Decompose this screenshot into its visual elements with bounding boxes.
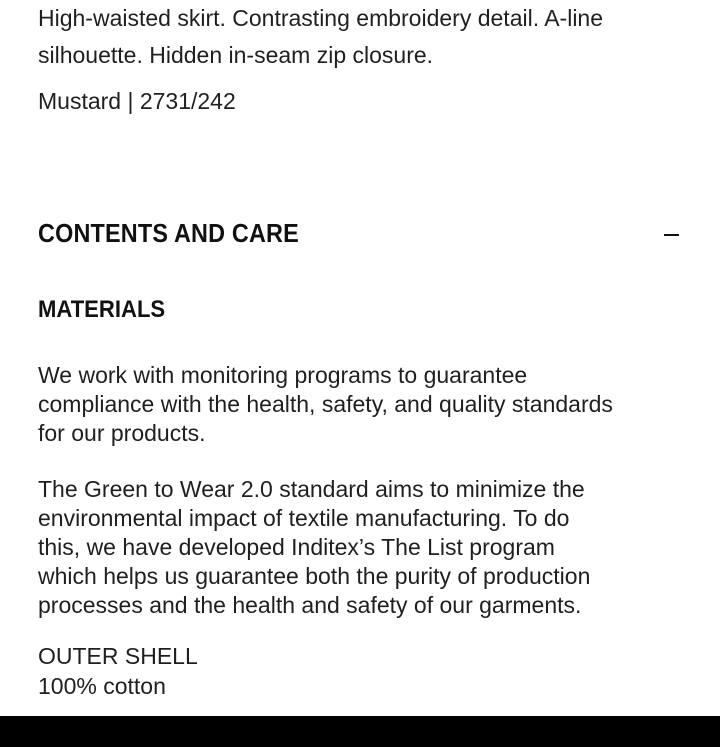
paragraph-line: which helps us guarantee both the purity of production <box>38 563 591 589</box>
paragraph-line: compliance with the health, safety, and quality standards <box>38 391 613 417</box>
paragraph-line: this, we have developed Inditex’s The List program <box>38 534 555 560</box>
paragraph-line: We work with monitoring programs to guarantee <box>38 362 528 388</box>
product-description <box>38 0 698 74</box>
color-reference: Mustard | 2731/242 <box>38 88 236 114</box>
contents-and-care-header[interactable] <box>0 214 720 258</box>
composition-block <box>38 641 198 701</box>
composition-value: 100% cotton <box>38 673 166 699</box>
section-title: CONTENTS AND CARE <box>38 218 299 248</box>
description-line: High-waisted skirt. Contrasting embroidery detail. A-line <box>38 5 604 31</box>
paragraph-line: for our products. <box>38 420 206 446</box>
paragraph-line: processes and the health and safety of our garments. <box>38 592 582 618</box>
monitoring-paragraph <box>38 361 688 448</box>
green-to-wear-paragraph <box>38 475 688 620</box>
minus-icon[interactable] <box>664 234 679 236</box>
composition-label: OUTER SHELL <box>38 643 198 669</box>
paragraph-line: environmental impact of textile manufacturing. To do <box>38 505 570 531</box>
paragraph-line: The Green to Wear 2.0 standard aims to minimize the <box>38 476 585 502</box>
materials-title: MATERIALS <box>38 296 166 323</box>
bottom-bar <box>0 716 720 747</box>
description-line: silhouette. Hidden in-seam zip closure. <box>38 42 434 68</box>
